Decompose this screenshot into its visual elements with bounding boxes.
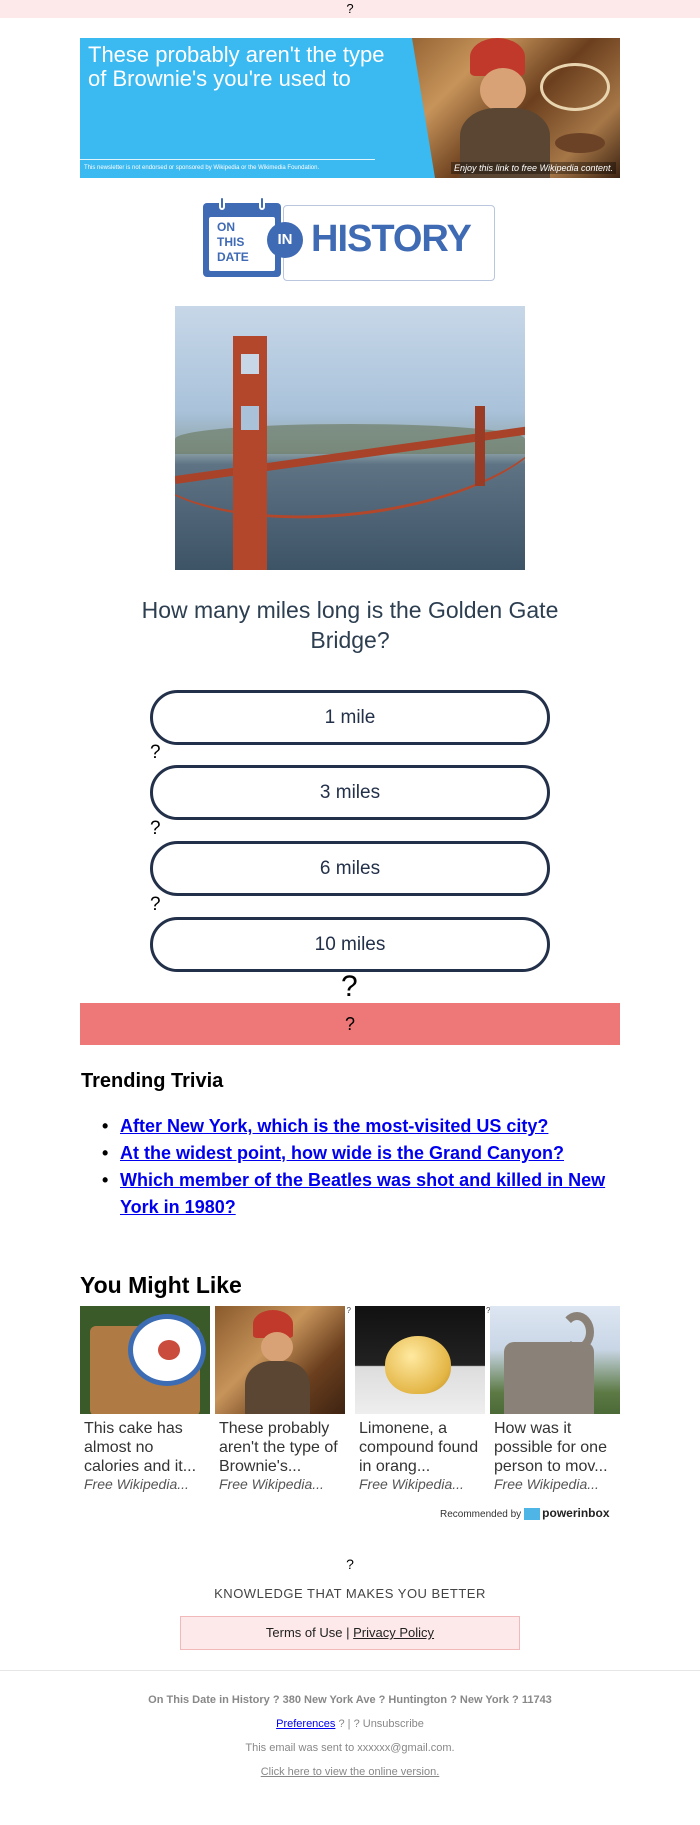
trending-link-2[interactable]: At the widest point, how wide is the Grand Canyon? (120, 1143, 565, 1163)
answer-separator: ? (150, 742, 161, 763)
unsubscribe-link[interactable]: ? | ? Unsubscribe (338, 1718, 424, 1730)
answer-separator: ? (150, 818, 161, 839)
card-image-brownie[interactable] (215, 1306, 345, 1414)
card-image-limonene[interactable] (355, 1306, 485, 1414)
banner-credit[interactable]: Enjoy this link to free Wikipedia content. (451, 162, 616, 174)
brownie-ad-banner[interactable] (80, 38, 620, 178)
castle-crescent (560, 1312, 594, 1352)
lemon-shape (385, 1336, 451, 1394)
footer-divider (0, 1670, 700, 1671)
list-item (100, 1113, 620, 1140)
calendar-line3: DATE (217, 250, 249, 264)
logo-history-text: HISTORY (311, 218, 471, 260)
banner-disclaimer: This newsletter is not endorsed or sponsored by Wikipedia or the Wikimedia Foundation. (84, 165, 320, 171)
bullet-icon: • (102, 1170, 109, 1190)
answer-button-1[interactable]: 1 mile (150, 690, 550, 745)
calendar-text (217, 220, 249, 265)
quiz-end-mark: ? (341, 970, 358, 1003)
banner-headline[interactable]: These probably aren't the type of Brownie's you're used to (88, 42, 385, 91)
art-face (480, 68, 526, 112)
ad-choice-mark: ? (346, 1306, 351, 1315)
brownie-illustration[interactable] (390, 38, 620, 178)
art-cake (555, 133, 605, 153)
photo-far-tower (475, 406, 485, 486)
castle-stone (504, 1342, 594, 1414)
privacy-policy-link[interactable]: Privacy Policy (353, 1625, 435, 1640)
recommendation-card-4[interactable] (486, 1306, 620, 1496)
calendar-page (209, 217, 275, 271)
footer-tagline: KNOWLEDGE THAT MAKES YOU BETTER (214, 1586, 486, 1601)
photo-cable (175, 325, 525, 538)
photo-tower-gap-mid (241, 406, 259, 430)
quiz-submit-bar[interactable]: ? (80, 1003, 620, 1045)
ad-choice-mark: ? (486, 1306, 491, 1315)
card-image-cake[interactable] (80, 1306, 210, 1414)
calendar-line2: THIS (217, 235, 245, 249)
brownie-body (245, 1361, 310, 1414)
trending-trivia-heading: Trending Trivia (81, 1070, 224, 1092)
card-title[interactable]: Limonene, a compound found in orang... (359, 1420, 479, 1475)
on-this-date-in-history-logo[interactable] (203, 195, 495, 281)
card-title[interactable]: These probably aren't the type of Brownie's... (219, 1420, 338, 1475)
brownie-face (261, 1332, 293, 1362)
card-source: Free Wikipedia... (219, 1476, 324, 1492)
online-version-link[interactable]: Click here to view the online version. (260, 1766, 440, 1778)
bullet-icon: • (102, 1143, 109, 1163)
recommended-by-powerinbox[interactable] (440, 1506, 610, 1520)
powerinbox-name[interactable]: powerinbox (542, 1506, 610, 1520)
powerinbox-icon (524, 1508, 540, 1520)
cake-food (158, 1340, 180, 1360)
recommendation-card-2[interactable] (215, 1306, 351, 1496)
preferences-link[interactable]: Preferences (276, 1718, 336, 1730)
card-source: Free Wikipedia... (494, 1476, 599, 1492)
answer-button-4[interactable]: 10 miles (150, 917, 550, 972)
trending-trivia-list (100, 1113, 620, 1221)
answer-separator: ? (150, 894, 161, 915)
preferences-row (0, 1718, 700, 1730)
bullet-icon: • (102, 1116, 109, 1136)
photo-tower-gap-top (241, 354, 259, 374)
card-title[interactable]: This cake has almost no calories and it... (84, 1420, 197, 1475)
art-plate (540, 63, 610, 111)
recommended-by-label: Recommended by (440, 1509, 522, 1520)
card-title[interactable]: How was it possible for one person to mov... (494, 1420, 608, 1475)
recommendation-card-3[interactable] (355, 1306, 485, 1496)
answer-button-2[interactable]: 3 miles (150, 765, 550, 820)
terms-privacy-box (180, 1616, 520, 1650)
recommendation-card-1[interactable] (80, 1306, 210, 1496)
card-image-coral-castle[interactable] (490, 1306, 620, 1414)
trending-link-1[interactable]: After New York, which is the most-visited US city? (120, 1116, 549, 1136)
logo-in-badge: IN (267, 222, 303, 258)
sent-to-notice: This email was sent to xxxxxx@gmail.com. (245, 1742, 455, 1754)
list-item (100, 1167, 620, 1221)
terms-of-use-link[interactable]: Terms of Use (265, 1625, 343, 1640)
card-source: Free Wikipedia... (84, 1476, 189, 1492)
golden-gate-bridge-photo (175, 306, 525, 570)
answer-button-3[interactable]: 6 miles (150, 841, 550, 896)
calendar-ring-right (259, 196, 265, 210)
card-source: Free Wikipedia... (359, 1476, 464, 1492)
quiz-question: How many miles long is the Golden Gate Bridge? (141, 597, 559, 653)
list-item (100, 1140, 620, 1167)
top-strip: ? (0, 0, 700, 18)
calendar-line1: ON (217, 220, 235, 234)
banner-divider (80, 159, 375, 160)
company-address: On This Date in History ? 380 New York Ave ? Huntington ? New York ? 11743 (148, 1694, 552, 1706)
you-might-like-heading: You Might Like (80, 1272, 242, 1298)
calendar-ring-left (219, 196, 225, 210)
terms-separator: | (346, 1625, 350, 1640)
trending-link-3[interactable]: Which member of the Beatles was shot and killed in New York in 1980? (120, 1170, 606, 1217)
footer-mark: ? (346, 1556, 354, 1572)
